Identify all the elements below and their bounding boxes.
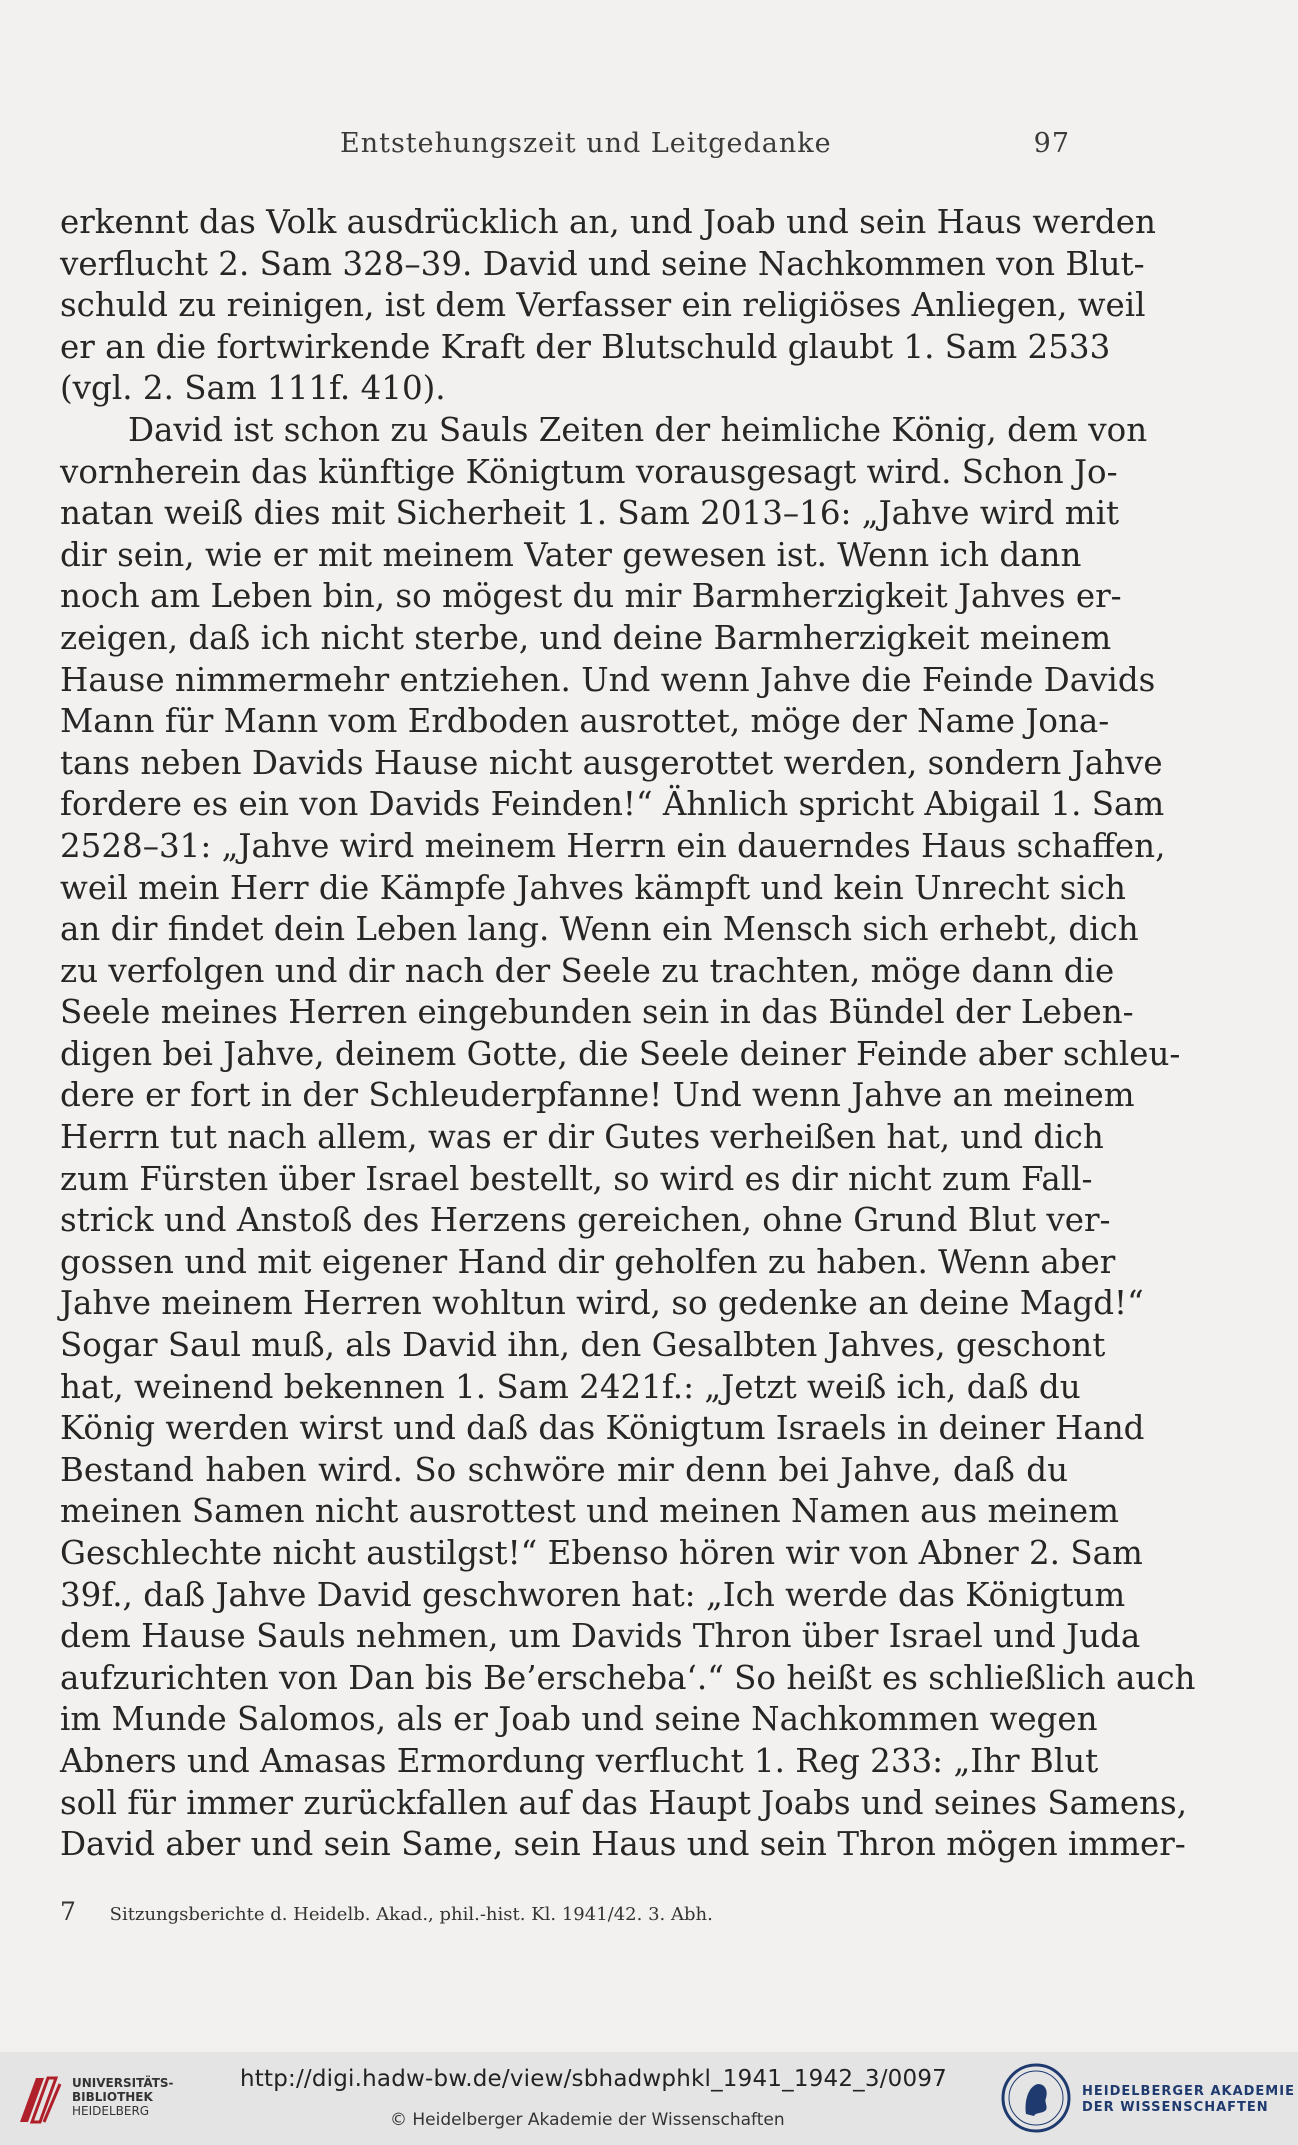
text-line: aufzurichten von Dan bis Be’erscheba‘.“ So heißt es schließlich auch xyxy=(60,1658,1196,1697)
text-line: David ist schon zu Sauls Zeiten der heimliche König, dem von xyxy=(128,410,1148,449)
text-line: Hause nimmermehr entziehen. Und wenn Jahve die Feinde Davids xyxy=(60,660,1156,699)
academy-name xyxy=(1082,2084,1295,2116)
academy-seal-icon[interactable] xyxy=(1000,2062,1072,2134)
text-line: dere er fort in der Schleuderpfanne! Und wenn Jahve an meinem xyxy=(60,1076,1135,1115)
text-line: Seele meines Herren eingebunden sein in das Bündel der Leben- xyxy=(60,993,1134,1032)
library-name-line: BIBLIOTHEK xyxy=(72,2090,153,2104)
text-line: natan weiß dies mit Sicherheit 1. Sam 2013–16: „Jahve wird mit xyxy=(60,494,1120,533)
text-line: zu verfolgen und dir nach der Seele zu trachten, möge dann die xyxy=(60,951,1115,990)
text-line: fordere es ein von Davids Feinden!“ Ähnlich spricht Abigail 1. Sam xyxy=(60,785,1165,824)
text-line: Bestand haben wird. So schwöre mir denn bei Jahve, daß du xyxy=(60,1450,1068,1489)
text-line: erkennt das Volk ausdrücklich an, und Joab und sein Haus werden xyxy=(60,203,1156,241)
text-line: Geschlechte nicht austilgst!“ Ebenso hören wir von Abner 2. Sam xyxy=(60,1534,1143,1572)
text-line: zum Fürsten über Israel bestellt, so wird es dir nicht zum Fall- xyxy=(60,1159,1093,1198)
text-line: meinen Samen nicht ausrottest und meinen Namen aus meinem xyxy=(60,1492,1119,1531)
academy-name-line: DER WISSENSCHAFTEN xyxy=(1082,2100,1269,2115)
text-line: 39f., daß Jahve David geschworen hat: „Ich werde das Königtum xyxy=(60,1575,1126,1614)
text-line: weil mein Herr die Kämpfe Jahves kämpft und kein Unrecht sich xyxy=(60,868,1126,907)
text-line: dem Hause Sauls nehmen, um Davids Thron über Israel und Juda xyxy=(60,1617,1141,1656)
text-line: digen bei Jahve, deinem Gotte, die Seele deiner Feinde aber schleu- xyxy=(60,1034,1181,1073)
university-library-logo-icon[interactable] xyxy=(14,2070,66,2130)
university-library-name xyxy=(72,2076,174,2118)
copyright-notice: © Heidelberger Akademie der Wissenschaften xyxy=(390,2110,785,2130)
text-line: tans neben Davids Hause nicht ausgerottet werden, sondern Jahve xyxy=(60,743,1163,782)
running-head xyxy=(340,128,1070,164)
text-line: gossen und mit eigener Hand dir geholfen zu haben. Wenn aber xyxy=(60,1242,1116,1281)
running-title: Entstehungszeit und Leitgedanke xyxy=(340,128,832,159)
library-name-line: UNIVERSITÄTS- xyxy=(72,2076,174,2090)
body-text xyxy=(60,202,1196,1866)
text-line: vornherein das künftige Königtum vorausgesagt wird. Schon Jo- xyxy=(60,452,1118,491)
signature-mark: 7 xyxy=(60,1897,76,1926)
library-city: HEIDELBERG xyxy=(72,2104,150,2118)
text-line: 2528–31: „Jahve wird meinem Herrn ein dauerndes Haus schaffen, xyxy=(60,826,1166,865)
text-line: er an die fortwirkende Kraft der Blutschuld glaubt 1. Sam 2533 xyxy=(60,327,1111,366)
page-number: 97 xyxy=(1033,128,1070,159)
signature-line xyxy=(60,1897,960,1927)
text-line: Herrn tut nach allem, was er dir Gutes verheißen hat, und dich xyxy=(60,1118,1104,1157)
text-line: zeigen, daß ich nicht sterbe, und deine Barmherzigkeit meinem xyxy=(60,618,1112,657)
text-line: soll für immer zurückfallen auf das Haupt Joabs und seines Samens, xyxy=(60,1783,1188,1822)
text-line: im Munde Salomos, als er Joab und seine Nachkommen wegen xyxy=(60,1700,1098,1739)
text-line: König werden wirst und daß das Königtum Israels in deiner Hand xyxy=(60,1409,1145,1448)
text-line: dir sein, wie er mit meinem Vater gewesen ist. Wenn ich dann xyxy=(60,535,1082,574)
text-line: noch am Leben bin, so mögest du mir Barmherzigkeit Jahves er- xyxy=(60,577,1122,616)
viewer-footer-bar xyxy=(0,2052,1298,2145)
page-url-link[interactable]: http://digi.hadw-bw.de/view/sbhadwphkl_1941_1942_3/0097 xyxy=(240,2066,947,2092)
text-line: Sogar Saul muß, als David ihn, den Gesalbten Jahves, geschont xyxy=(60,1326,1106,1365)
text-line: an dir findet dein Leben lang. Wenn ein Mensch sich erhebt, dich xyxy=(60,910,1139,949)
text-line: hat, weinend bekennen 1. Sam 2421f.: „Jetzt weiß ich, daß du xyxy=(60,1367,1081,1406)
text-line: (vgl. 2. Sam 111f. 410). xyxy=(60,369,446,408)
text-line: verflucht 2. Sam 328–39. David und seine Nachkommen von Blut- xyxy=(60,244,1145,283)
text-line: Abners und Amasas Ermordung verflucht 1. Reg 233: „Ihr Blut xyxy=(60,1741,1099,1780)
text-line: Jahve meinem Herren wohltun wird, so gedenke an deine Magd!“ xyxy=(60,1284,1144,1323)
text-line: David aber und sein Same, sein Haus und sein Thron mögen immer- xyxy=(60,1825,1186,1864)
academy-name-line: HEIDELBERGER AKADEMIE xyxy=(1082,2084,1295,2099)
text-line: Mann für Mann vom Erdboden ausrottet, möge der Name Jona- xyxy=(60,702,1110,741)
text-line: schuld zu reinigen, ist dem Verfasser ein religiöses Anliegen, weil xyxy=(60,286,1146,325)
series-line: Sitzungsberichte d. Heidelb. Akad., phil.-hist. Kl. 1941/42. 3. Abh. xyxy=(109,1904,713,1925)
text-line: strick und Anstoß des Herzens gereichen, ohne Grund Blut ver- xyxy=(60,1201,1111,1240)
